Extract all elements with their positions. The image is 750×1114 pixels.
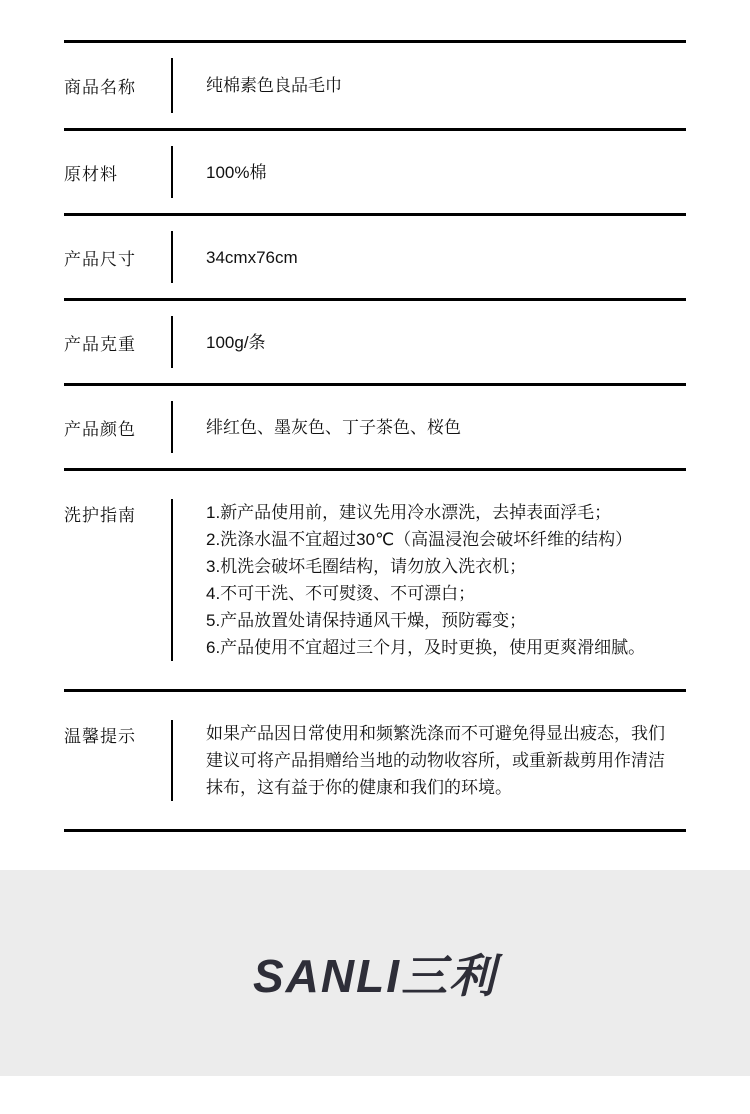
spec-row-weight bbox=[64, 298, 686, 383]
footer-brand-area bbox=[0, 870, 750, 1076]
spec-row-size bbox=[64, 213, 686, 298]
care-instruction-line: 6.产品使用不宜超过三个月，及时更换，使用更爽滑细腻。 bbox=[206, 638, 646, 657]
spec-label: 洗护指南 bbox=[64, 506, 136, 525]
care-instruction-line: 4.不可干洗、不可熨烫、不可漂白； bbox=[206, 584, 476, 603]
spec-label: 商品名称 bbox=[64, 78, 136, 97]
spec-row-care-guide bbox=[64, 468, 686, 689]
spec-row-material bbox=[64, 128, 686, 213]
product-spec-page bbox=[0, 40, 750, 1076]
spec-value bbox=[173, 499, 686, 661]
spec-table bbox=[64, 40, 686, 832]
spec-label: 产品克重 bbox=[64, 334, 136, 354]
care-instruction-line: 2.洗涤水温不宜超过30℃（高温浸泡会破坏纤维的结构） bbox=[206, 530, 633, 549]
spec-row-product-name bbox=[64, 40, 686, 128]
spec-value: 34cmx76cm bbox=[206, 247, 298, 267]
care-instruction-line: 1.新产品使用前，建议先用冷水漂洗，去掉表面浮毛； bbox=[206, 503, 612, 522]
care-instruction-line: 5.产品放置处请保持通风干燥，预防霉变； bbox=[206, 611, 527, 630]
tips-paragraph: 如果产品因日常使用和频繁洗涤而不可避免得显出疲态，我们建议可将产品捐赠给当地的动物收容所，或重新裁剪用作清洁抹布，这有益于你的健康和我们的环境。 bbox=[206, 724, 665, 797]
spec-label: 温馨提示 bbox=[64, 727, 136, 746]
spec-value: 100g/条 bbox=[206, 332, 266, 352]
spec-row-tips bbox=[64, 689, 686, 829]
brand-logo: SANLI三利 bbox=[253, 950, 497, 1002]
spec-value: 纯棉素色良品毛巾 bbox=[206, 76, 342, 95]
spec-row-color bbox=[64, 383, 686, 468]
spec-value: 100%棉 bbox=[206, 162, 267, 182]
care-instruction-line: 3.机洗会破坏毛圈结构，请勿放入洗衣机； bbox=[206, 557, 527, 576]
spec-label: 产品颜色 bbox=[64, 419, 136, 439]
spec-value: 绯红色、墨灰色、丁子茶色、桜色 bbox=[206, 417, 461, 437]
spec-value bbox=[173, 720, 686, 801]
spec-label: 产品尺寸 bbox=[64, 249, 136, 269]
spec-label: 原材料 bbox=[64, 164, 118, 184]
